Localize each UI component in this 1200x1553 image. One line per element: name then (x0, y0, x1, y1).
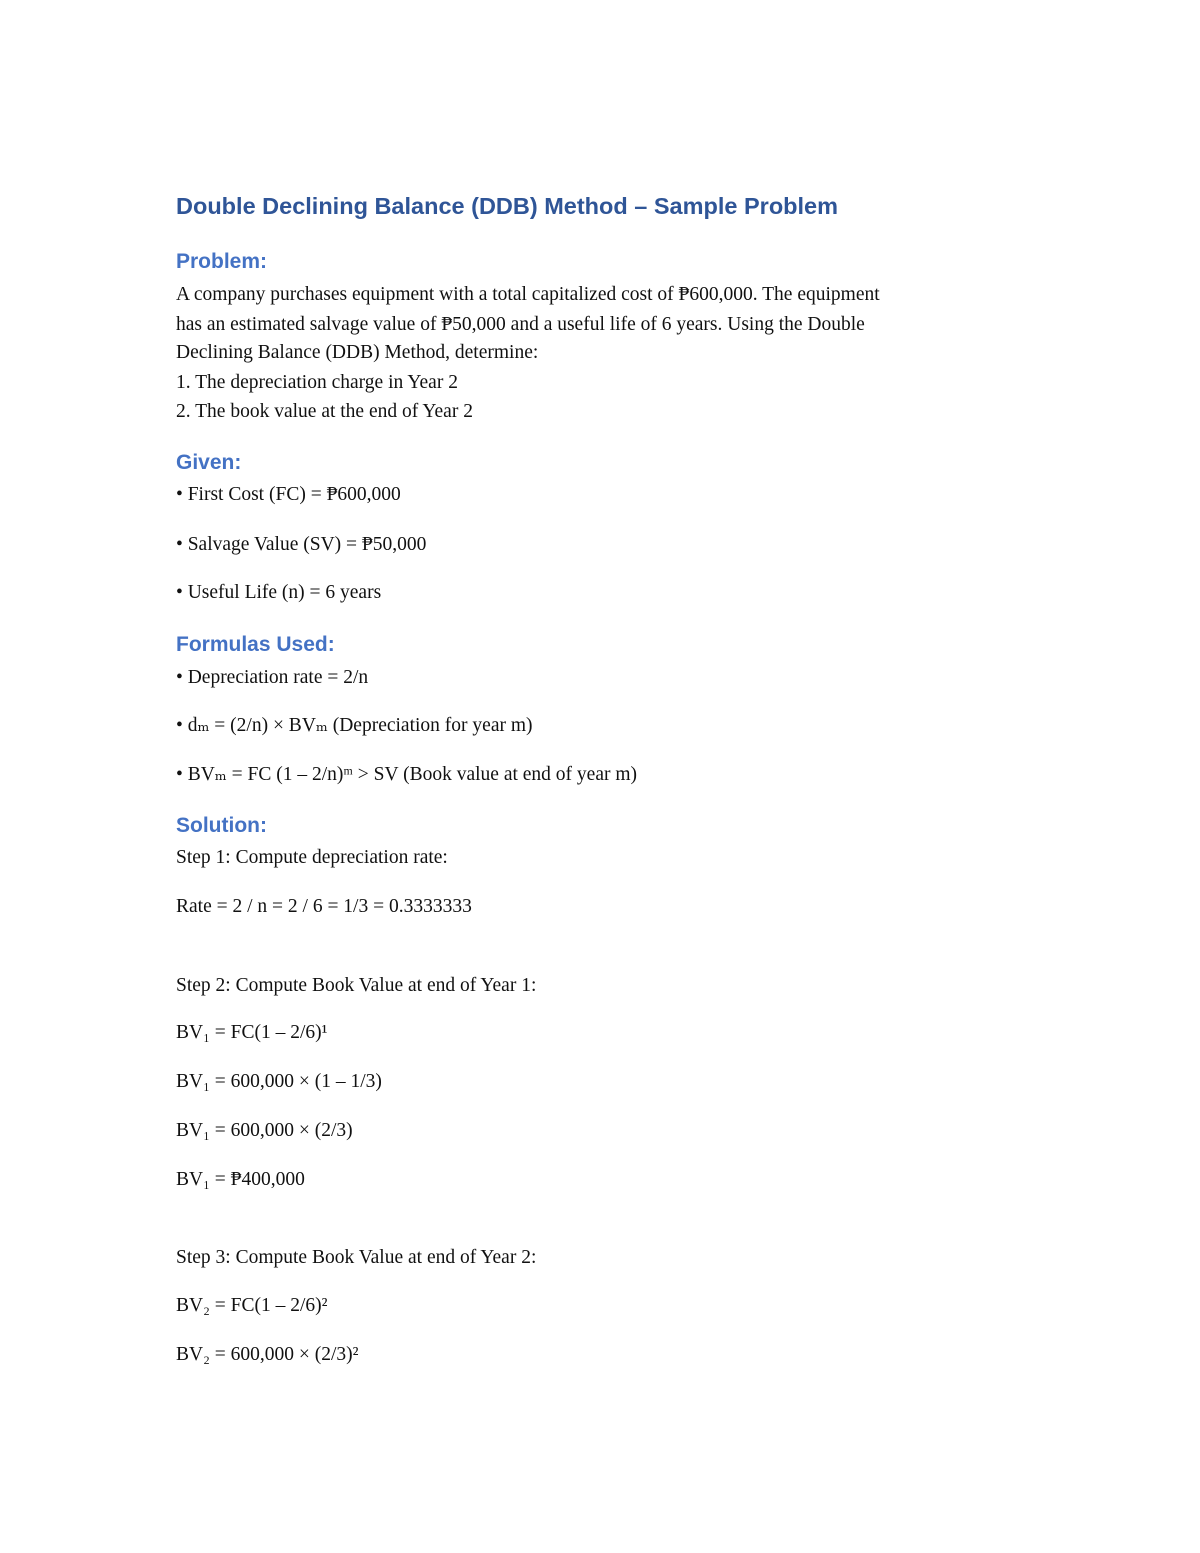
given-item: • First Cost (FC) = ₱600,000 (176, 484, 401, 505)
given-item: • Salvage Value (SV) = ₱50,000 (176, 534, 427, 555)
solution-line: Rate = 2 / n = 2 / 6 = 1/3 = 0.3333333 (176, 896, 472, 917)
solution-line: BV₂ = FC(1 – 2/6)² (176, 1295, 328, 1316)
problem-line: Declining Balance (DDB) Method, determine: (176, 342, 539, 363)
solution-step: Step 3: Compute Book Value at end of Year 2: (176, 1247, 537, 1268)
document-title: Double Declining Balance (DDB) Method – Sample Problem (176, 193, 839, 219)
solution-step: Step 1: Compute depreciation rate: (176, 847, 448, 868)
solution-line: BV₂ = 600,000 × (2/3)² (176, 1344, 359, 1365)
formula-item: • dₘ = (2/n) × BVₘ (Depreciation for year m) (176, 715, 533, 736)
solution-heading: Solution: (176, 814, 267, 837)
formulas-heading: Formulas Used: (176, 633, 335, 656)
solution-line: BV₁ = ₱400,000 (176, 1169, 305, 1190)
solution-line: BV₁ = 600,000 × (2/3) (176, 1120, 353, 1141)
problem-line: A company purchases equipment with a total capitalized cost of ₱600,000. The equipment (176, 284, 880, 305)
given-heading: Given: (176, 451, 242, 474)
problem-list-item: 1. The depreciation charge in Year 2 (176, 372, 458, 393)
formula-item: • BVₘ = FC (1 – 2/n)ᵐ > SV (Book value at end of year m) (176, 764, 638, 785)
given-item: • Useful Life (n) = 6 years (176, 582, 382, 603)
solution-step: Step 2: Compute Book Value at end of Year 1: (176, 975, 537, 996)
solution-line: BV₁ = 600,000 × (1 – 1/3) (176, 1071, 382, 1092)
problem-heading: Problem: (176, 250, 268, 273)
formula-item: • Depreciation rate = 2/n (176, 667, 369, 688)
problem-list-item: 2. The book value at the end of Year 2 (176, 401, 473, 422)
solution-line: BV₁ = FC(1 – 2/6)¹ (176, 1022, 328, 1043)
problem-line: has an estimated salvage value of ₱50,000 and a useful life of 6 years. Using the Double (176, 314, 865, 335)
